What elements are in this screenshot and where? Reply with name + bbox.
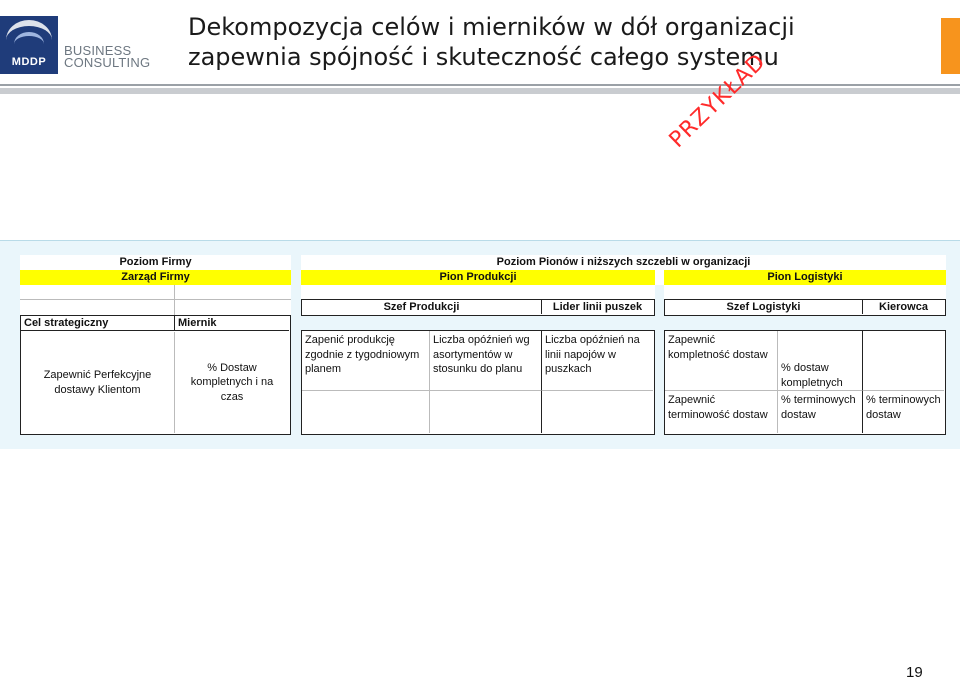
logistics-goals-table xyxy=(664,330,946,435)
goal-column-header: Cel strategiczny xyxy=(21,316,175,331)
accent-bar xyxy=(941,18,960,74)
logistics-goal-timeliness: Zapewnić terminowość dostaw xyxy=(665,391,778,433)
page-title-line2: zapewnia spójność i skuteczność całego systemu xyxy=(188,43,779,71)
production-roles-row xyxy=(301,299,655,316)
production-goals-table xyxy=(301,330,655,435)
production-empty-cell xyxy=(302,391,430,433)
logistics-division-header: Pion Logistyki xyxy=(664,270,946,285)
spreadsheet-area xyxy=(0,240,960,449)
logistics-blank-row xyxy=(664,285,946,299)
company-logo xyxy=(0,16,58,74)
logo-text: MDDP xyxy=(11,56,47,68)
header-divider xyxy=(0,84,960,86)
firm-level-header: Poziom Firmy xyxy=(20,255,291,270)
divisions-level-header: Poziom Pionów i niższych szczebli w organizacji xyxy=(301,255,946,270)
logistics-goal-completeness: Zapewnić kompletność dostaw xyxy=(665,331,778,391)
division-gap xyxy=(655,270,664,285)
production-metric-cell: Liczba opóźnień wg asortymentów w stosunku do planu xyxy=(430,331,542,391)
logistics-head-header: Szef Logistyki xyxy=(665,300,863,314)
logo-arc-shape-inner xyxy=(14,32,44,56)
page-number: 19 xyxy=(906,664,923,681)
strategic-metric-cell: % Dostaw kompletnych i na czas xyxy=(190,361,274,403)
logistics-metric-completeness: % dostaw kompletnych xyxy=(778,331,863,391)
grid-line xyxy=(20,299,291,300)
firm-board-header: Zarząd Firmy xyxy=(20,270,291,285)
firm-blank-rows xyxy=(20,285,291,315)
production-goal-cell: Zapenić produkcję zgodnie z tygodniowym planem xyxy=(302,331,430,391)
strategic-goal-cell: Zapewnić Perfekcyjne dostawy Klientom xyxy=(21,332,175,433)
metric-column-header: Miernik xyxy=(175,316,289,331)
logistics-roles-row xyxy=(664,299,946,316)
line-leader-header: Lider linii puszek xyxy=(552,300,643,313)
logistics-metric-timeliness: % terminowych dostaw xyxy=(778,391,863,433)
grid-line xyxy=(174,285,175,315)
driver-header: Kierowca xyxy=(879,300,928,313)
production-empty-cell xyxy=(430,391,542,433)
production-division-header: Pion Produkcji xyxy=(301,270,655,285)
production-head-header: Szef Produkcji xyxy=(302,300,542,314)
driver-empty-cell xyxy=(863,331,944,391)
firm-goal-table xyxy=(20,315,291,435)
production-blank-row xyxy=(301,285,655,299)
example-stamp: PRZYKŁAD xyxy=(664,48,772,153)
brand-line-business: BUSINESS xyxy=(64,43,132,58)
page-title xyxy=(188,12,928,72)
header-divider-band xyxy=(0,88,960,94)
line-metric-cell: Liczba opóźnień na linii napojów w puszkach xyxy=(542,331,653,391)
page-title-line1: Dekompozycja celów i mierników w dół organizacji xyxy=(188,13,795,41)
driver-metric-cell: % terminowych dostaw xyxy=(866,394,941,421)
brand-line-consulting: CONSULTING xyxy=(64,55,151,70)
